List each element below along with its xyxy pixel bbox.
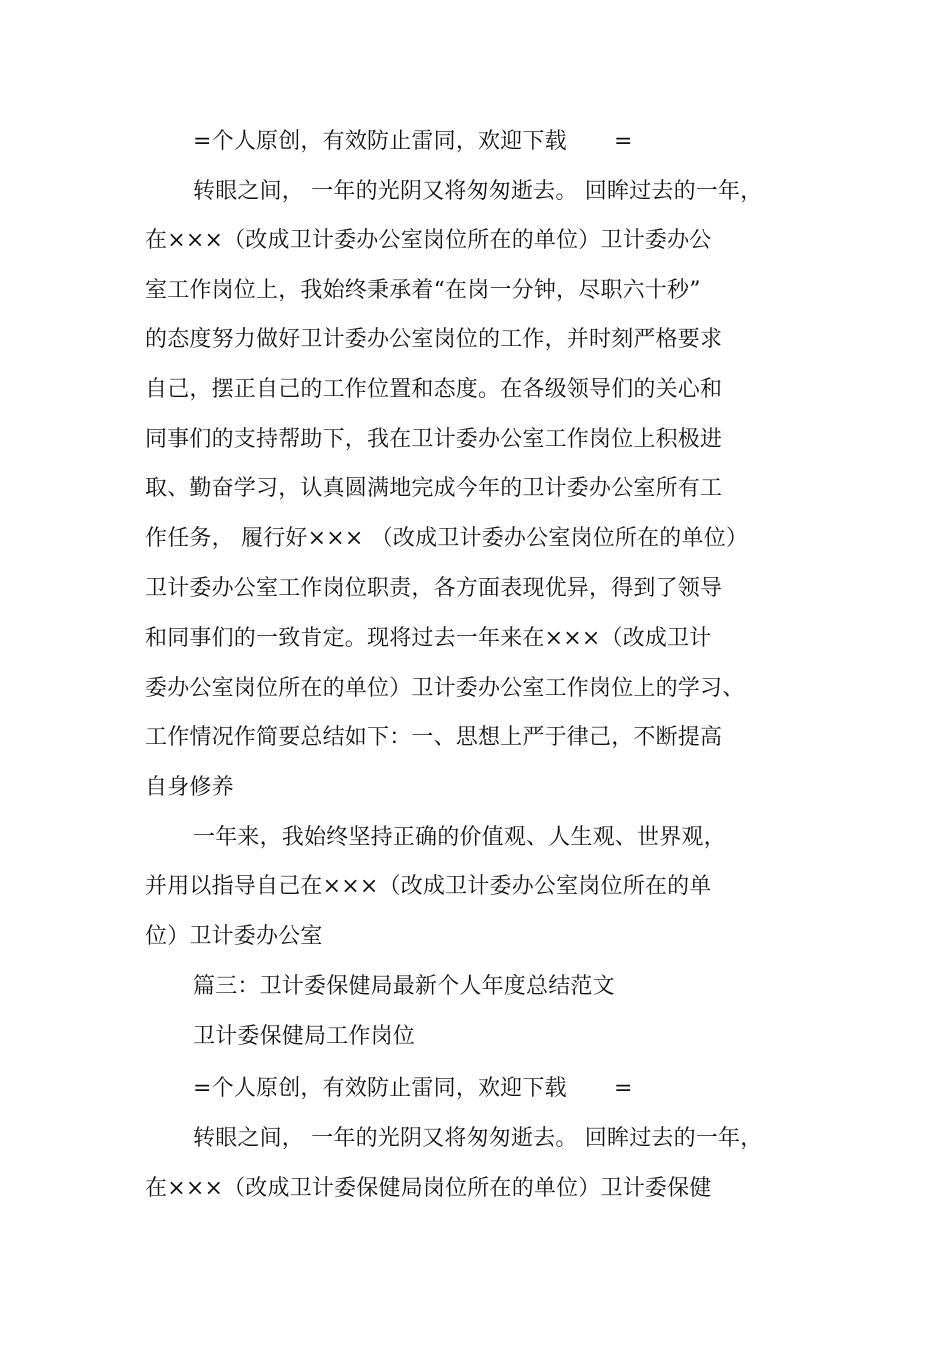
section-title: 篇三：卫计委保健局最新个人年度总结范文	[193, 974, 615, 999]
header-note-end: =	[614, 129, 633, 154]
paragraph-line: 在×××（改成卫计委办公室岗位所在的单位）卫计委办公	[145, 228, 712, 253]
paragraph-line: 在×××（改成卫计委保健局岗位所在的单位）卫计委保健	[145, 1176, 712, 1201]
paragraph-line: 作任务， 履行好××× （改成卫计委办公室岗位所在的单位）	[145, 526, 749, 551]
paragraph-line: 转眼之间， 一年的光阴又将匆匆逝去。 回眸过去的一年，	[193, 1126, 763, 1151]
paragraph-line: 位）卫计委办公室	[145, 924, 323, 949]
paragraph-line: 委办公室岗位所在的单位）卫计委办公室工作岗位上的学习、	[145, 676, 745, 701]
header-note: =个人原创，有效防止雷同，欢迎下载	[193, 1076, 567, 1101]
paragraph-line: 卫计委办公室工作岗位职责，各方面表现优异，得到了领导	[145, 576, 723, 601]
paragraph-line: 取、勤奋学习，认真圆满地完成今年的卫计委办公室所有工	[145, 476, 723, 501]
paragraph-line: 自身修养	[145, 775, 234, 800]
paragraph-line: 一年来，我始终坚持正确的价值观、人生观、世界观，	[193, 825, 726, 850]
header-note: =个人原创，有效防止雷同，欢迎下载	[193, 129, 567, 154]
section-subtitle: 卫计委保健局工作岗位	[193, 1024, 416, 1049]
paragraph-line: 转眼之间， 一年的光阴又将匆匆逝去。 回眸过去的一年，	[193, 179, 763, 204]
paragraph-line: 自己，摆正自己的工作位置和态度。在各级领导们的关心和	[145, 377, 723, 402]
paragraph-line: 同事们的支持帮助下，我在卫计委办公室工作岗位上积极进	[145, 427, 723, 452]
paragraph-line: 和同事们的一致肯定。现将过去一年来在×××（改成卫计	[145, 626, 712, 651]
paragraph-line: 工作情况作简要总结如下：一、思想上严于律己，不断提高	[145, 725, 723, 750]
paragraph-line: 室工作岗位上，我始终秉承着“在岗一分钟，尽职六十秒”	[145, 278, 701, 303]
header-note-end: =	[614, 1076, 633, 1101]
paragraph-line: 的态度努力做好卫计委办公室岗位的工作，并时刻严格要求	[145, 327, 723, 352]
paragraph-line: 并用以指导自己在×××（改成卫计委办公室岗位所在的单	[145, 874, 712, 899]
